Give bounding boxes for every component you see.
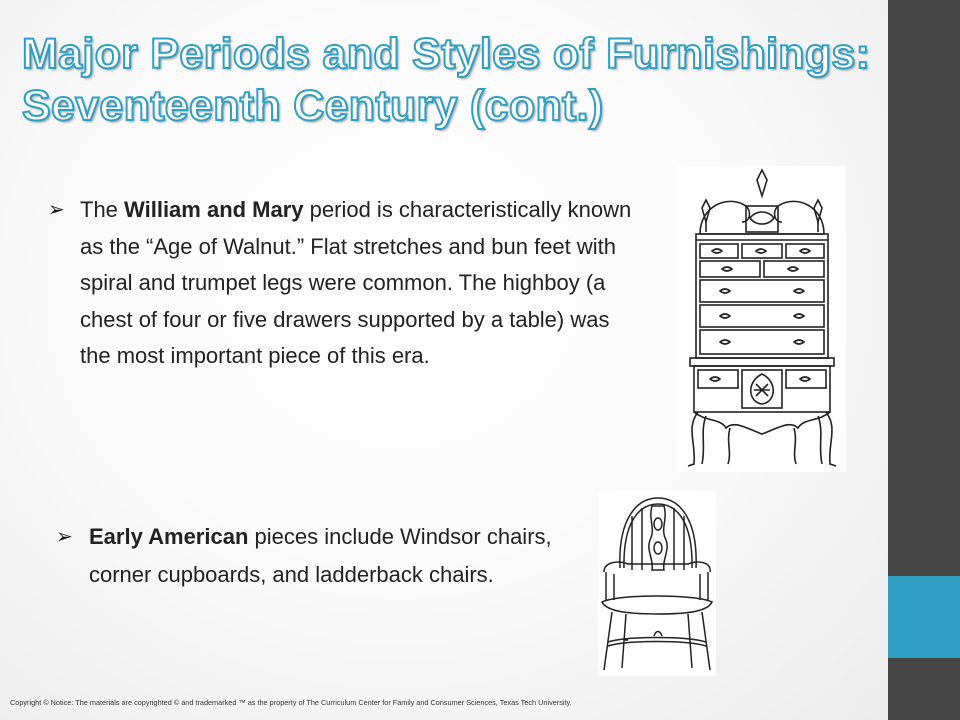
- title-line-1: Major Periods and Styles of Furnishings:: [22, 30, 871, 78]
- bullet-2-text: pieces include Windsor chairs, corner cupboards, and ladderback chairs.: [89, 524, 552, 587]
- windsor-chair-illustration: [598, 490, 716, 676]
- bullet-william-and-mary: [48, 192, 640, 375]
- title-line-2: Seventeenth Century (cont.): [22, 82, 604, 130]
- bullet-1-prefix: The: [80, 197, 125, 222]
- bullet-arrow-icon: ➢: [56, 526, 73, 548]
- bullet-early-american: [56, 518, 559, 594]
- copyright-notice: Copyright © Notice: The materials are copyrighted © and trademarked ™ as the property of The Curriculum Center for Family and Consumer Sciences, Texas Tech University.: [10, 698, 572, 707]
- bullet-1-bold: William and Mary: [124, 197, 304, 222]
- bullet-1-text: period is characteristically known as the “Age of Walnut.” Flat stretches and bun feet with spiral and trumpet legs were common. The highboy (a chest of four or five drawers supported by a table) was the most important piece of this era.: [80, 197, 632, 369]
- highboy-illustration: [676, 166, 846, 472]
- sidebar-accent-block: [888, 576, 960, 658]
- slide-title: [22, 28, 882, 132]
- bullet-arrow-icon: ➢: [48, 199, 65, 221]
- bullet-2-bold: Early American: [89, 524, 249, 549]
